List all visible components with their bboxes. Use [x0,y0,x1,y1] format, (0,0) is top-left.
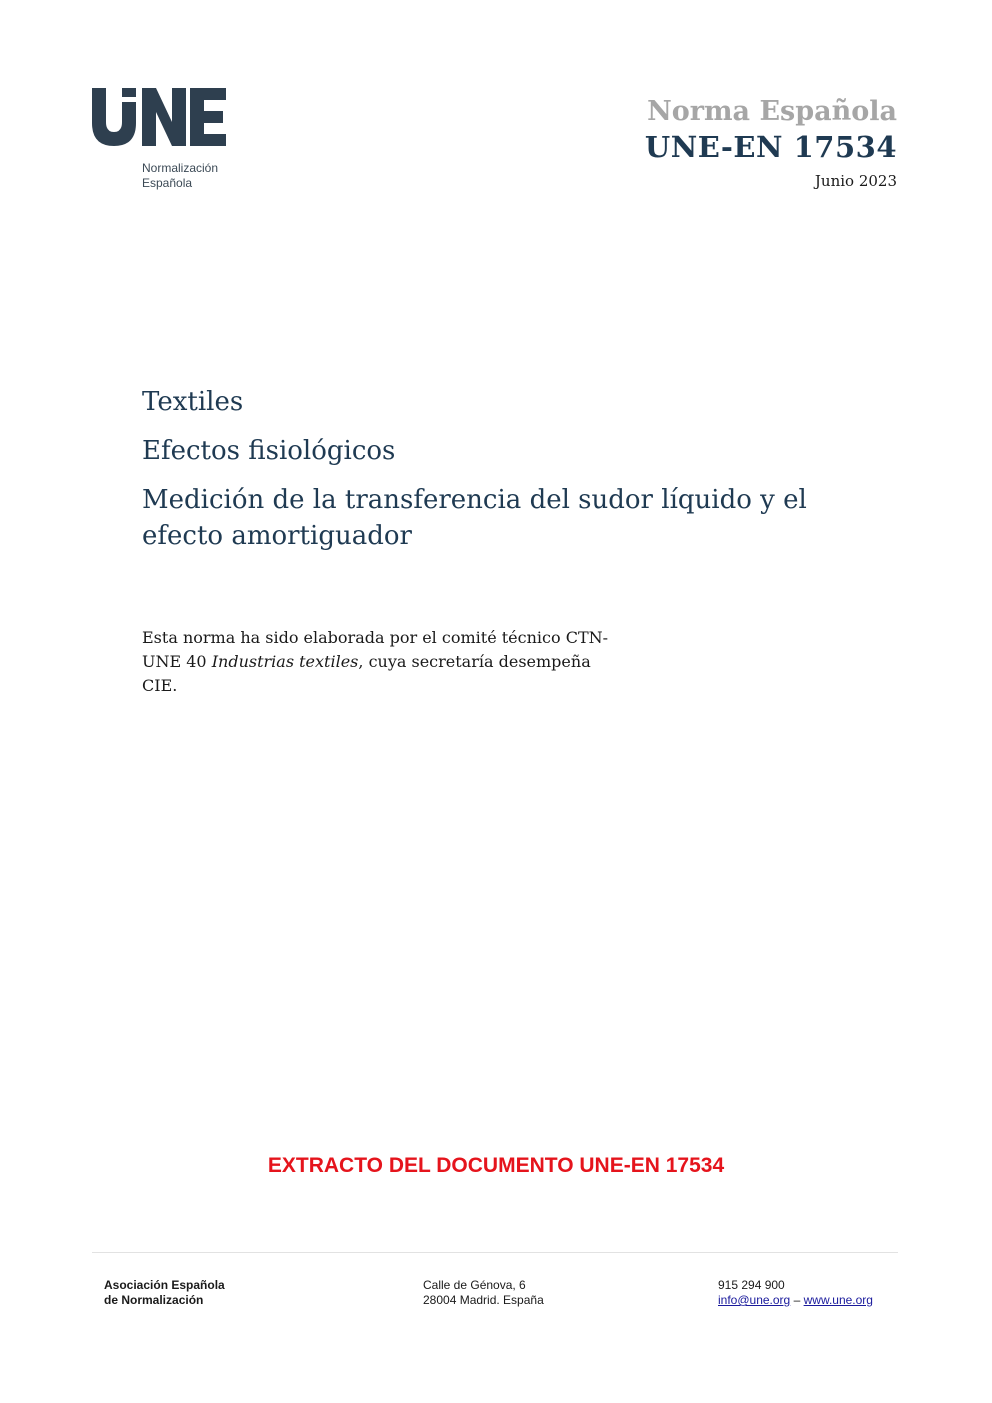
committee-statement [142,626,612,698]
footer-address-line-2: 28004 Madrid. España [423,1293,544,1307]
committee-text-before: Esta norma ha sido elaborada por el comité técnico CTN-UNE 40 [142,628,609,671]
link-separator: – [793,1293,801,1307]
footer-org-line-1: Asociación Española [104,1278,225,1292]
logo-line-1: Normalización [142,161,219,175]
website-link[interactable]: www.une.org [803,1293,873,1307]
extract-notice: EXTRACTO DEL DOCUMENTO UNE-EN 17534 [267,1154,725,1177]
logo-subtitle [142,161,218,191]
document-titles [142,384,882,554]
une-logo [92,88,242,190]
footer-contact [718,1278,873,1308]
footer-org-line-2: de Normalización [104,1293,204,1307]
committee-text-after: , cuya secretaría desempeña CIE. [142,652,591,695]
footer-divider [92,1252,898,1253]
footer-links [718,1293,873,1308]
footer-organization [104,1278,225,1308]
title-line-1: Textiles [142,387,244,417]
standard-header [645,95,897,191]
logo-line-2: Española [142,176,193,190]
title-line-3: Medición de la transferencia del sudor líquido y el efecto amortiguador [142,485,807,551]
email-link[interactable]: info@une.org [718,1293,791,1307]
footer-phone: 915 294 900 [718,1278,785,1292]
standard-code: UNE-EN 17534 [644,130,897,164]
publication-date: Junio 2023 [814,172,897,190]
footer-address-line-1: Calle de Génova, 6 [423,1278,526,1292]
standard-type-label: Norma Española [647,96,897,127]
committee-name: Industrias textiles [211,652,359,671]
footer-address [423,1278,544,1308]
une-logo-mark [92,88,226,146]
title-line-2: Efectos fisiológicos [142,436,396,466]
